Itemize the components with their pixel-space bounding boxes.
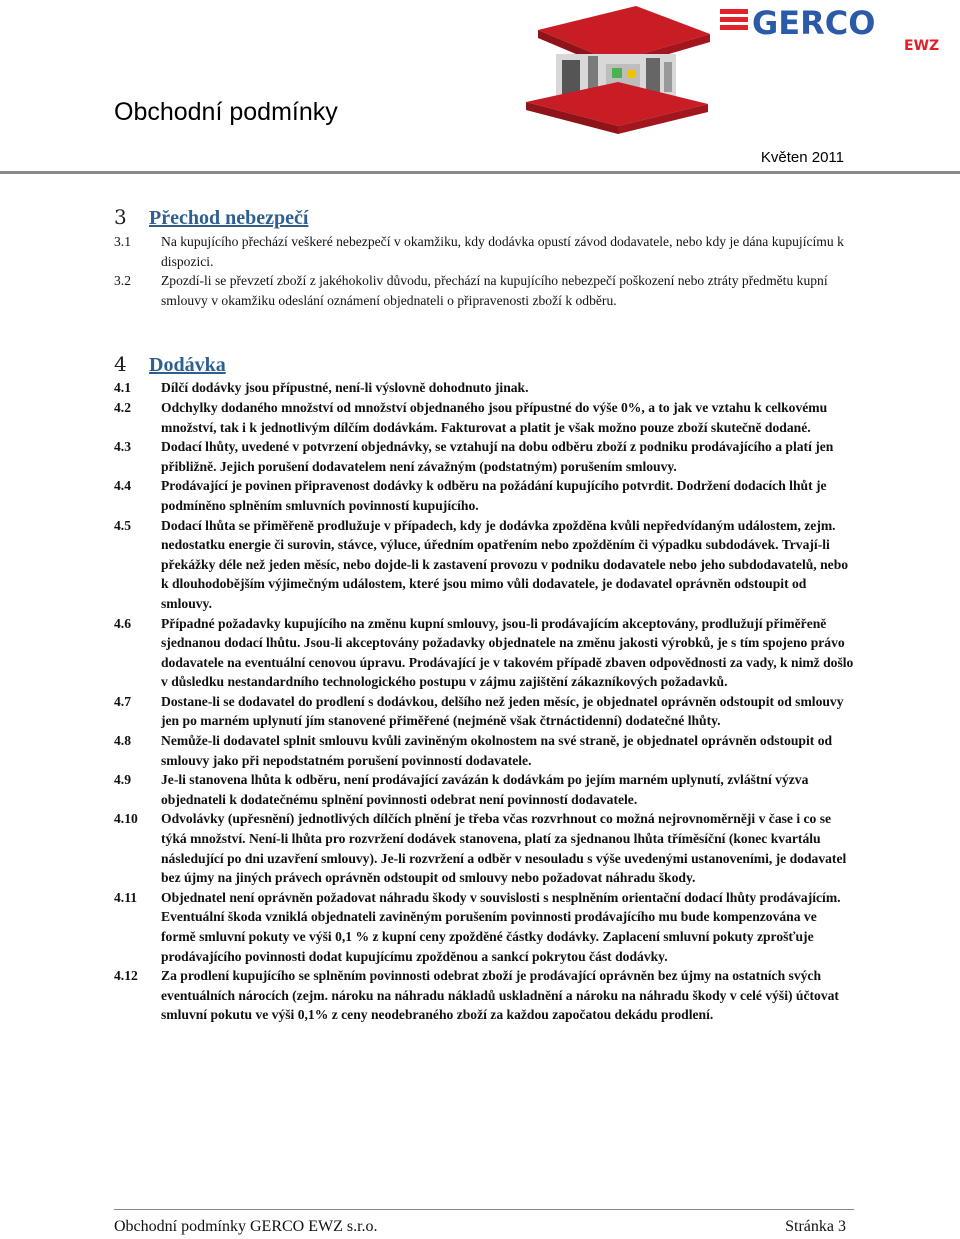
section-4 xyxy=(114,352,854,1025)
clause-text: Dodací lhůty, uvedené v potvrzení objednávky, se vztahují na dobu odběru zboží z podniku prodávajícího a platí jen přibližně. Jejich porušení dodavatelem není závažným (podstatným) porušením smlouvy. xyxy=(161,439,834,474)
clause-text: Na kupujícího přechází veškeré nebezpečí v okamžiku, kdy dodávka opustí závod dodavatele, nebo kdy je dána kupujícímu k dispozici. xyxy=(161,234,844,269)
clause-number: 4.1 xyxy=(114,380,131,396)
clause-number: 4.10 xyxy=(114,811,138,827)
clause xyxy=(114,692,854,731)
clause-text: Je-li stanovena lhůta k odběru, není prodávající zavázán k dodávkám po jejím marném uplynutí, zvláštní výzva objednateli k dodatečnému splnění povinnosti odebrat není povinností dodavatele. xyxy=(161,772,809,807)
section-title: Dodávka xyxy=(149,354,226,377)
clause-number: 4.9 xyxy=(114,772,131,788)
section-heading xyxy=(114,205,854,230)
clause-text: Odchylky dodaného množství od množství objednaného jsou přípustné do výše 0%, a to jak ve vztahu k celkovému množství, tak i k jednotlivým dílčím dodávkám. Fakturovat a platit je však možno pouze zboží skutečně dodané. xyxy=(161,399,828,435)
section-heading xyxy=(114,352,854,377)
clause-number: 4.11 xyxy=(114,889,138,905)
header-divider xyxy=(0,171,960,174)
section-title: Přechod nebezpečí xyxy=(149,207,309,229)
clause xyxy=(114,770,854,809)
clause-number: 4.7 xyxy=(114,693,131,709)
clause xyxy=(114,378,854,398)
clause-number: 4.3 xyxy=(114,439,131,455)
clause xyxy=(114,271,854,310)
clause-number: 4.2 xyxy=(114,399,131,415)
clause-number: 4.8 xyxy=(114,733,131,749)
clause-number: 4.4 xyxy=(114,478,131,494)
clause-number: 4.12 xyxy=(114,968,138,984)
clause-text: Případné požadavky kupujícího na změnu kupní smlouvy, jsou-li prodávajícím akceptovány, prodlužují přiměřeně sjednanou dodací lhůtu. Jsou-li akceptovány požadavky objednatele na změnu jakosti výrobků, je s tím spojeno právo dodavatele na eventuální cenovou úpravu. Prodávající je v takovém případě zbaven odpovědnosti za vady, k nimž došlo v důsledku nestandardního technologického postupu v zájmu zajištění zákazníkových požadavků. xyxy=(161,615,854,690)
clause xyxy=(114,232,854,271)
clause xyxy=(114,809,854,887)
footer-document-name: Obchodní podmínky GERCO EWZ s.r.o. xyxy=(114,1218,378,1235)
clause xyxy=(114,476,854,515)
clause xyxy=(114,516,854,614)
clause-text: Dodací lhůta se přiměřeně prodlužuje v případech, kdy je dodávka zpožděna kvůli nepředvídaným událostem, zejm. nedostatku energie či surovin, stávce, výluce, úředním opatřením nebo zpožděním či výpadku subdodávek. Trvají-li překážky déle než jeden měsíc, nebo dojde-li k zastavení provozu v podniku dodavatele nebo jeho subdodavatelů, nebo k dlouhodobějším výjimečným událostem, které jsou mimo vůli dodavatele, je dodavatel oprávněn odstoupit od smlouvy. xyxy=(161,517,849,611)
clause xyxy=(114,731,854,770)
section-3 xyxy=(114,205,854,310)
header-date: Květen 2011 xyxy=(760,149,844,166)
clause-number: 3.2 xyxy=(114,273,131,289)
clause-text: Odvolávky (upřesnění) jednotlivých dílčích plnění je třeba včas rozvrhnout co možná nejrovnoměrněji v čase i co se týká množství. Není-li lhůta pro rozvržení dodávek stanovena, platí za sjednanou lhůta tříměsíční (konec kvartálu následující po dni uzavření smlouvy). Je-li rozvržení a odběr v nesouladu s výše uvedenými ustanoveními, je dodavatel bez újmy na jiných právech oprávněn odstoupit od smlouvy nebo požadovat náhradu škody. xyxy=(161,811,847,886)
footer-divider xyxy=(114,1209,854,1210)
clause xyxy=(114,888,854,966)
clause-text: Prodávající je povinen připravenost dodávky k odběru na požádání kupujícího potvrdit. Dodržení dodacích lhůt je podmíněno splněním smluvních povinností kupujícího. xyxy=(161,478,827,513)
clause-number: 4.6 xyxy=(114,615,131,631)
machine-illustration xyxy=(518,4,716,140)
clause-text: Za prodlení kupujícího se splněním povinnosti odebrat zboží je prodávající oprávněn bez újmy na ostatních svých eventuálních nárocích (zejm. nároku na náhradu nákladů uskladnění a nároku na náhradu škody v celé výši) účtovat smluvní pokutu ve výši 0,1% z ceny neodebraného zboží za každou započatou dekádu prodlení. xyxy=(161,968,839,1023)
section-number: 4 xyxy=(114,352,127,377)
footer-page-number: Stránka 3 xyxy=(785,1218,846,1235)
clause-text: Nemůže-li dodavatel splnit smlouvu kvůli zaviněným okolnostem na své straně, je objednatel oprávněn odstoupit od smlouvy jako při nepodstatném porušení povinností dodavatele. xyxy=(161,733,833,768)
clause xyxy=(114,966,854,1025)
clause xyxy=(114,437,854,476)
clause-text: Zpozdí-li se převzetí zboží z jakéhokoliv důvodu, přechází na kupujícího nebezpečí poškození nebo ztráty předmětu kupní smlouvy v okamžiku odeslání oznámení objednateli o připravenosti zboží k odběru. xyxy=(161,273,828,308)
clause-number: 4.5 xyxy=(114,517,131,533)
clause xyxy=(114,398,854,437)
clause-text: Objednatel není oprávněn požadovat náhradu škody v souvislosti s nesplněním orientační dodací lhůty prodávajícím. Eventuální škoda vzniklá objednateli zaviněným porušením povinnosti prodávajícího mu bude kompenzována ve formě smluvní pokuty ve výši 0,1 % z kupní ceny zpožděné částky dodávky. Zaplacení smluvní pokuty zprošťuje prodávajícího povinnosti dodat kupujícímu zpožděnou a sankcí pokrytou část dodávky. xyxy=(161,889,841,964)
gerco-ewz-logo xyxy=(718,3,942,51)
logo-text: GERCO xyxy=(752,4,876,42)
clause-text: Dílčí dodávky jsou přípustné, není-li výslovně dohodnuto jinak. xyxy=(161,380,529,396)
document-body xyxy=(114,205,854,1025)
clause-number: 3.1 xyxy=(114,234,131,249)
logo-subtext: EWZ xyxy=(904,38,940,51)
clause-text: Dostane-li se dodavatel do prodlení s dodávkou, delšího než jeden měsíc, je objednatel oprávněn odstoupit od smlouvy jen po marném uplynutí jím stanovené přiměřené (nejméně však čtrnáctidenní) dodatečné lhůty. xyxy=(161,693,844,729)
page-title: Obchodní podmínky xyxy=(114,98,338,126)
clause xyxy=(114,614,854,692)
section-number: 3 xyxy=(114,205,127,229)
